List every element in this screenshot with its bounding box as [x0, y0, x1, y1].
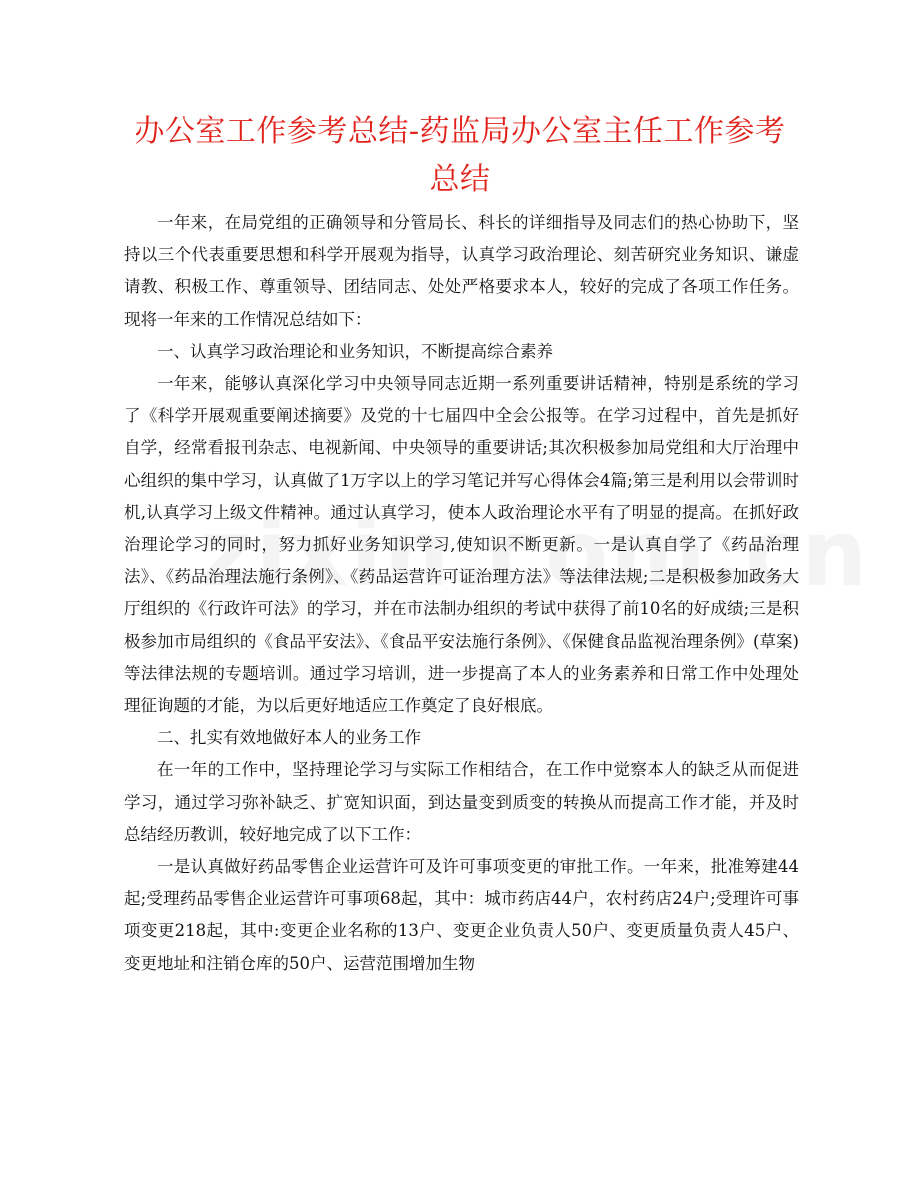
document-body [124, 207, 799, 980]
paragraph-intro: 一年来，在局党组的正确领导和分管局长、科长的详细指导及同志们的热心协助下，坚持以三个代表重要思想和科学开展观为指导，认真学习政治理论、刻苦研究业务知识、谦虚请教、积极工作、尊重领导、团结同志、处处严格要求本人，较好的完成了各项工作任务。现将一年来的工作情况总结如下： [124, 213, 799, 329]
section-heading-1: 一、认真学习政治理论和业务知识，不断提高综合素养 [157, 341, 553, 361]
paragraph-work-practice: 在一年的工作中，坚持理论学习与实际工作相结合，在工作中觉察本人的缺乏从而促进学习，通过学习弥补缺乏、扩宽知识面，到达量变到质变的转换从而提高工作才能，并及时总结经历教训，较好地完成了以下工作： [124, 760, 799, 844]
section-heading-2: 二、扎实有效地做好本人的业务工作 [157, 728, 421, 748]
document-title: 办公室工作参考总结-药监局办公室主任工作参考总结 [134, 114, 786, 197]
paragraph-licensing: 一是认真做好药品零售企业运营许可及许可事项变更的审批工作。一年来，批准筹建44起;受理药品零售企业运营许可事项68起，其中：城市药店44户，农村药店24户;受理许可事项变更218起，其中:变更企业名称的13户、变更企业负责人50户、变更质量负责人45户、变更地址和注销仓库的50户、运营范围增加生物 [124, 857, 799, 973]
paragraph-study: 一年来，能够认真深化学习中央领导同志近期一系列重要讲话精神，特别是系统的学习了《科学开展观重要阐述摘要》及党的十七届四中全会公报等。在学习过程中，首先是抓好自学，经常看报刊杂志、电视新闻、中央领导的重要讲话;其次积极参加局党组和大厅治理中心组织的集中学习，认真做了1万字以上的学习笔记并写心得体会4篇;第三是利用以会带训时机,认真学习上级文件精神。通过认真学习，使本人政治理论水平有了明显的提高。在抓好政治理论学习的同时，努力抓好业务知识学习,使知识不断更新。一是认真自学了《药品治理法》、《药品治理法施行条例》、《药品运营许可证治理方法》等法律法规;二是积极参加政务大厅组织的《行政许可法》的学习，并在市法制办组织的考试中获得了前10名的好成绩;三是积极参加市局组织的《食品平安法》、《食品平安法施行条例》、《保健食品监视治理条例》(草案)等法律法规的专题培训。通过学习培训，进一步提高了本人的业务素养和日常工作中处理处理征询题的才能，为以后更好地适应工作奠定了良好根底。 [124, 374, 799, 716]
